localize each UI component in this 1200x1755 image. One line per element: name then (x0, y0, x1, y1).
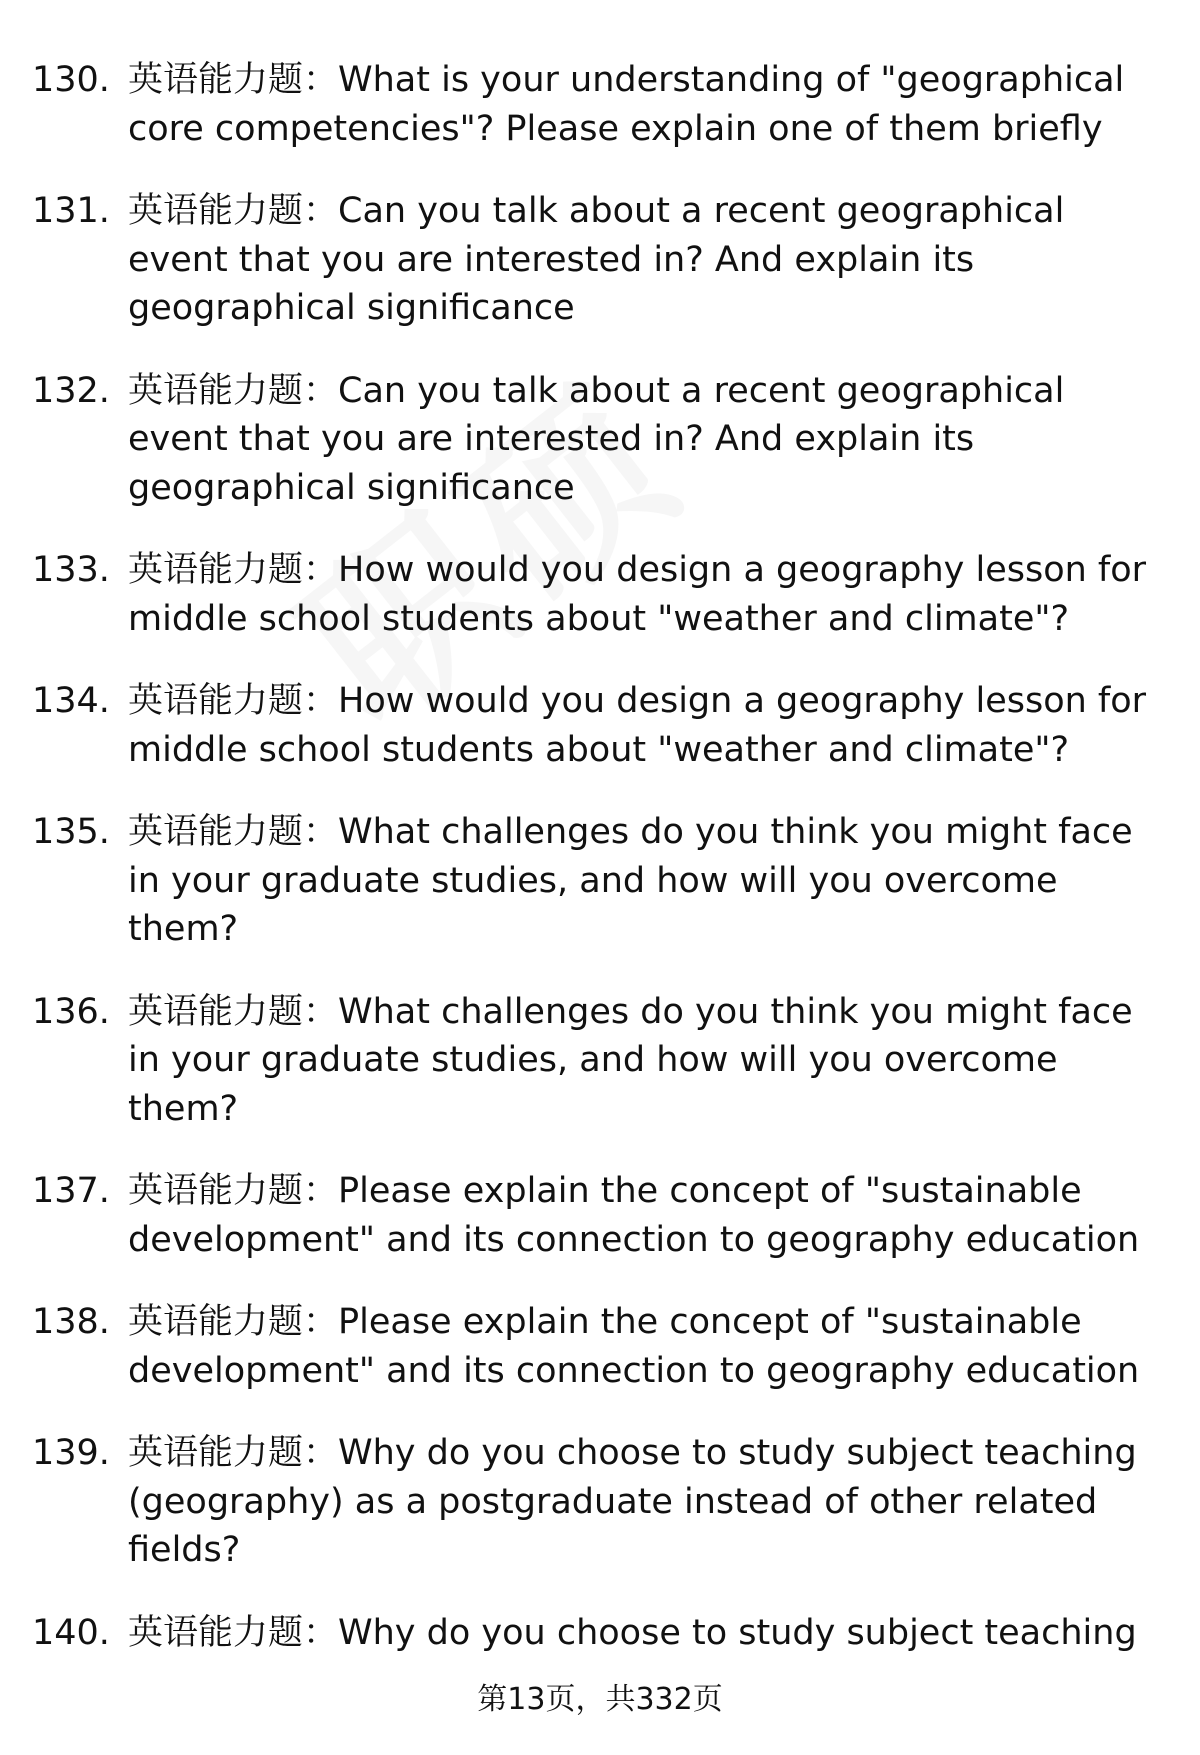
question-number: 130. (32, 60, 110, 100)
question-text: Can you talk about a recent geographical event that you are interested in? And explain its geographical significance (128, 191, 1065, 328)
question-text: Please explain the concept of "sustainable development" and its connection to geography education (128, 1302, 1140, 1391)
page-footer: 第13页，共332页 (477, 1682, 723, 1717)
question-text: Can you talk about a recent geographical event that you are interested in? And explain its geographical significance (128, 370, 1065, 508)
question-prefix: 英语能力题： (128, 991, 339, 1032)
question-number: 131. (32, 191, 110, 231)
question-text: How would you design a geography lesson for middle school students about "weather and climate"? (128, 681, 1147, 770)
question-text: Please explain the concept of "sustainable development" and its connection to geography education (128, 1171, 1140, 1260)
question-item (0, 1609, 1200, 1658)
question-item (0, 988, 1200, 1134)
question-number: 133. (32, 550, 110, 590)
question-item (0, 1429, 1200, 1575)
question-number: 135. (32, 812, 110, 852)
question-item (0, 56, 1200, 153)
question-prefix: 英语能力题： (128, 681, 339, 721)
question-item (0, 1167, 1200, 1264)
question-prefix: 英语能力题： (128, 1302, 339, 1342)
question-number: 140. (32, 1612, 110, 1653)
question-number: 134. (32, 681, 110, 721)
question-item (0, 677, 1200, 774)
question-text: What challenges do you think you might face in your graduate studies, and how will you overcome them? (128, 812, 1133, 949)
question-text: Why do you choose to study subject teaching (geography) as a postgraduate instead of other related fields? (128, 1433, 1137, 1570)
question-text: Why do you choose to study subject teaching (338, 1612, 1137, 1653)
question-item (0, 1298, 1200, 1395)
question-list (0, 56, 1200, 1691)
question-item (0, 187, 1200, 333)
question-item (0, 546, 1200, 643)
question-prefix: 英语能力题： (128, 1612, 339, 1653)
question-item (0, 367, 1200, 513)
question-number: 139. (32, 1433, 110, 1473)
question-prefix: 英语能力题： (128, 370, 339, 411)
question-prefix: 英语能力题： (128, 550, 339, 590)
question-prefix: 英语能力题： (128, 812, 339, 852)
question-text: How would you design a geography lesson for middle school students about "weather and climate"? (128, 550, 1147, 639)
question-text: What is your understanding of "geographical core competencies"? Please explain one of them briefly (128, 60, 1125, 149)
question-text: What challenges do you think you might face in your graduate studies, and how will you overcome them? (128, 991, 1133, 1129)
question-item (0, 808, 1200, 954)
question-number: 132. (32, 370, 110, 411)
question-prefix: 英语能力题： (128, 191, 339, 231)
question-number: 137. (32, 1171, 110, 1211)
question-prefix: 英语能力题： (128, 60, 339, 100)
question-number: 136. (32, 991, 110, 1032)
question-number: 138. (32, 1302, 110, 1342)
question-prefix: 英语能力题： (128, 1433, 339, 1473)
question-prefix: 英语能力题： (128, 1171, 339, 1211)
